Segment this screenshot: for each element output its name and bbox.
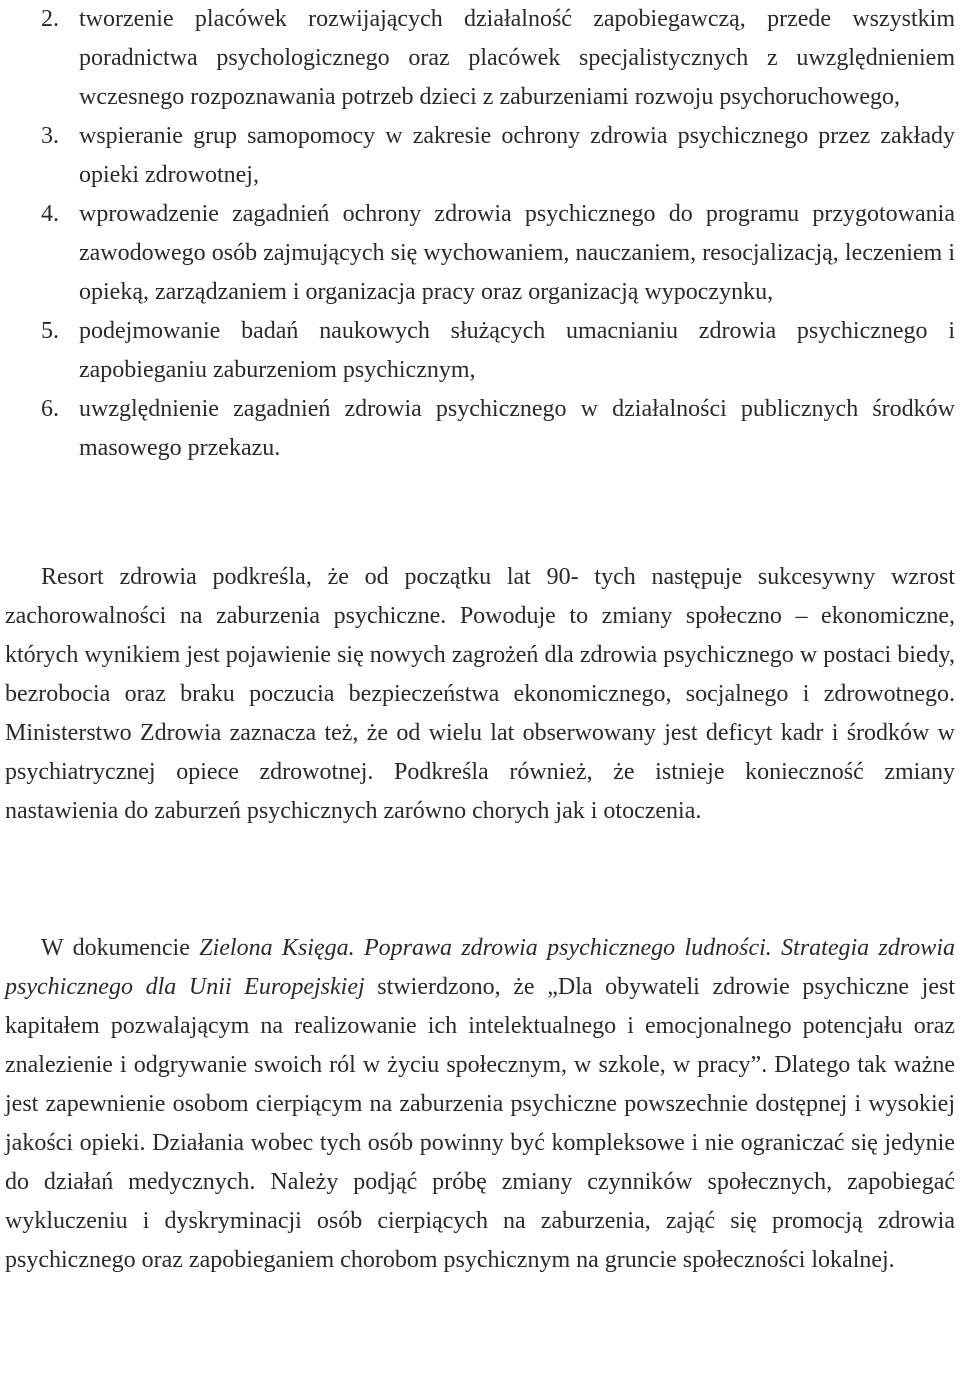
list-item-text: wspieranie grup samopomocy w zakresie ochrony zdrowia psychicznego przez zakłady opieki zdrowotnej, (79, 123, 955, 188)
list-item-text: tworzenie placówek rozwijających działalność zapobiegawczą, przede wszystkim poradnictwa psychologicznego oraz placówek specjalistycznych z uwzględnieniem wczesnego rozpoznawania potrzeb dzieci z zaburzeniami rozwoju psychoruchowego, (79, 6, 955, 110)
list-item (5, 0, 955, 117)
list-item-number: 4. (41, 201, 59, 227)
document-title-italic: Zielona Księga. Poprawa zdrowia psychicznego ludności. Strategia zdrowia psychicznego dla Unii Europejskiej (5, 935, 955, 1000)
list-item-number: 5. (41, 318, 59, 344)
list-item-text: wprowadzenie zagadnień ochrony zdrowia psychicznego do programu przygotowania zawodowego osób zajmujących się wychowaniem, nauczaniem, resocjalizacją, leczeniem i opieką, zarządzaniem i organizacja pracy oraz organizacją wypoczynku, (79, 201, 955, 305)
paragraph-intro-text: W dokumencie (41, 935, 200, 961)
paragraph-green-paper (5, 929, 955, 1280)
paragraph-ministry: Resort zdrowia podkreśla, że od początku lat 90- tych następuje sukcesywny wzrost zachorowalności na zaburzenia psychiczne. Powoduje to zmiany społeczno – ekonomiczne, których wynikiem jest pojawienie się nowych zagrożeń dla zdrowia psychicznego w postaci biedy, bezrobocia oraz braku poczucia bezpieczeństwa ekonomicznego, socjalnego i zdrowotnego. Ministerstwo Zdrowia zaznacza też, że od wielu lat obserwowany jest deficyt kadr i środków w psychiatrycznej opiece zdrowotnej. Podkreśla również, że istnieje konieczność zmiany nastawienia do zaburzeń psychicznych zarówno chorych jak i otoczenia. (5, 564, 955, 824)
list-item (5, 312, 955, 390)
list-item (5, 195, 955, 312)
list-item-number: 6. (41, 396, 59, 422)
measures-list (5, 0, 955, 468)
list-item (5, 117, 955, 195)
list-item-number: 3. (41, 123, 59, 149)
paragraph-body-text: stwierdzono, że „Dla obywateli zdrowie psychiczne jest kapitałem pozwalającym na realizowanie ich intelektualnego i emocjonalnego potencjału oraz znalezienie i odgrywanie swoich ról w życiu społecznym, w szkole, w pracy”. Dlatego tak ważne jest zapewnienie osobom cierpiącym na zaburzenia psychiczne powszechnie dostępnej i wysokiej jakości opieki. Działania wobec tych osób powinny być kompleksowe i nie ograniczać się jedynie do działań medycznych. Należy podjąć próbę zmiany czynników społecznych, zapobiegać wykluczeniu i dyskryminacji osób cierpiących na zaburzenia, zająć się promocją zdrowia psychicznego oraz zapobieganiem chorobom psychicznym na gruncie społeczności lokalnej. (5, 974, 956, 1273)
list-item-text: uwzględnienie zagadnień zdrowia psychicznego w działalności publicznych środków masowego przekazu. (79, 396, 955, 461)
list-item-number: 2. (41, 6, 59, 32)
list-item-text: podejmowanie badań naukowych służących umacnianiu zdrowia psychicznego i zapobieganiu zaburzeniom psychicznym, (79, 318, 955, 383)
list-item (5, 390, 955, 468)
